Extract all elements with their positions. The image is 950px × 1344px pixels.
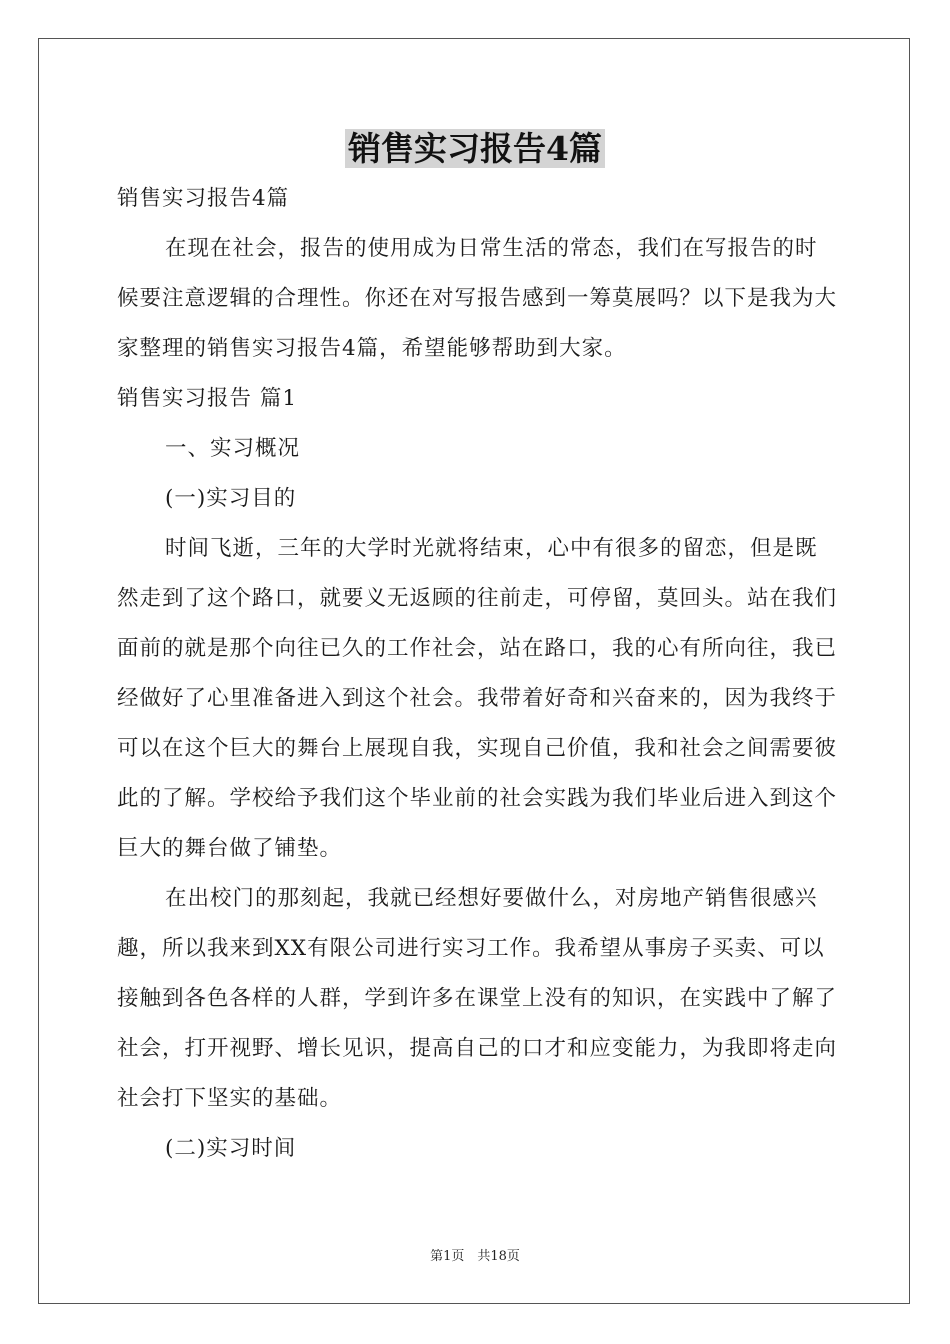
section-heading: 销售实习报告 篇1 [117,386,298,411]
page-footer: 第1页 共18页 [430,1249,520,1264]
title-highlight: 销售实习报告4篇 [345,129,605,168]
heading-time: (二)实习时间 [165,1136,297,1161]
heading-purpose: (一)实习目的 [165,486,297,511]
document-subtitle: 销售实习报告4篇 [117,186,290,211]
paragraph-motivation: 在出校门的那刻起，我就已经想好要做什么，对房地产销售很感兴趣，所以我来到XX有限公司进行实习工作。我希望从事房子买卖、可以接触到各色各样的人群，学到许多在课堂上没有的知识，在实践中了解了社会，打开视野、增长见识，提高自己的口才和应变能力，为我即将走向社会打下坚实的基础。 [117,886,838,1111]
heading-overview: 一、实习概况 [165,436,301,461]
intro-paragraph: 在现在社会，报告的使用成为日常生活的常态，我们在写报告的时候要注意逻辑的合理性。你还在对写报告感到一筹莫展吗？以下是我为大家整理的销售实习报告4篇，希望能够帮助到大家。 [117,236,838,361]
document-title [0,124,950,174]
paragraph-purpose: 时间飞逝，三年的大学时光就将结束，心中有很多的留恋，但是既然走到了这个路口，就要义无返顾的往前走，可停留，莫回头。站在我们面前的就是那个向往已久的工作社会，站在路口，我的心有所向往，我已经做好了心里准备进入到这个社会。我带着好奇和兴奋来的，因为我终于可以在这个巨大的舞台上展现自我，实现自己价值，我和社会之间需要彼此的了解。学校给予我们这个毕业前的社会实践为我们毕业后进入到这个巨大的舞台做了铺垫。 [117,536,838,861]
